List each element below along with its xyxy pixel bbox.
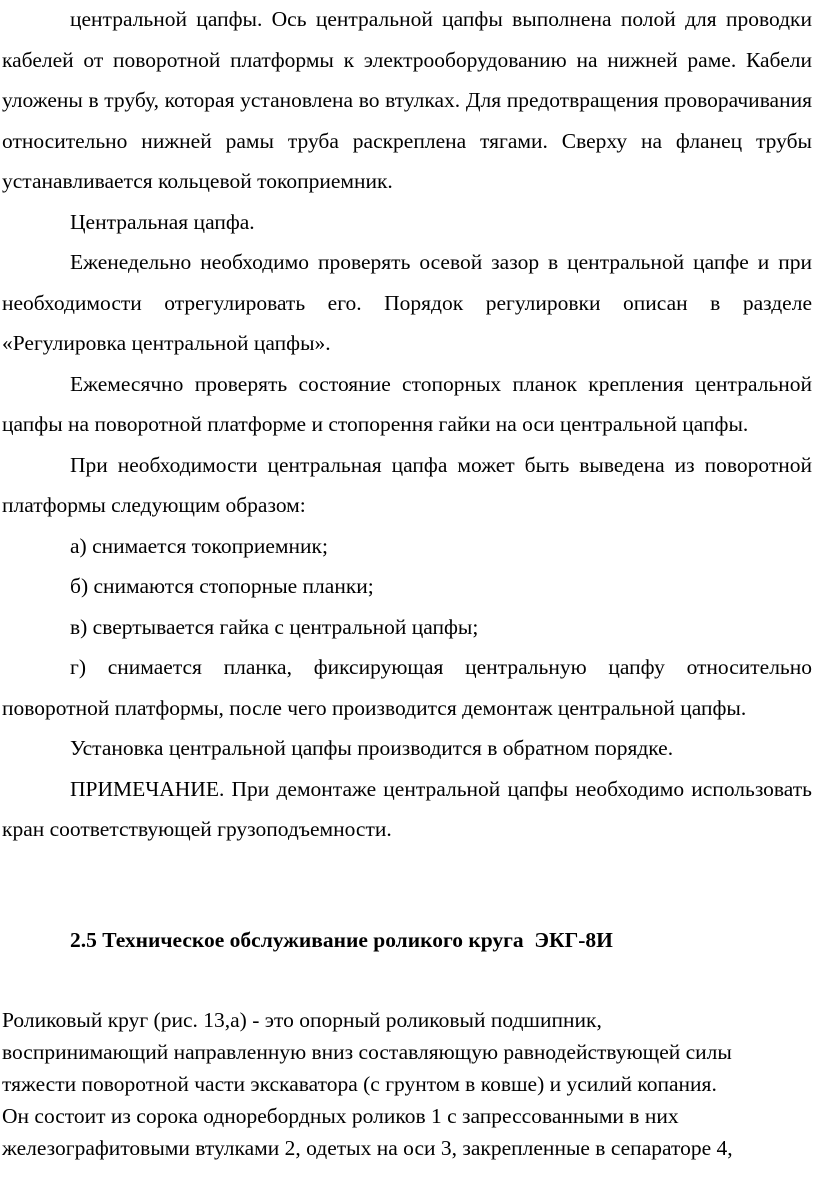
- list-item-d: г) снимается планка, фиксирующая центральную цапфу относительно поворотной платформы, после чего производится демонтаж центральной цапфы.: [2, 655, 812, 720]
- paragraph-monthly-check: Ежемесячно проверять состояние стопорных планок крепления центральной цапфы на поворотной платформе и стопорення гайки на оси центральной цапфы.: [2, 371, 812, 436]
- paragraph-cable-routing: центральной цапфы. Ось центральной цапфы выполнена полой для проводки кабелей от поворотной платформы к электрооборудованию на нижней раме. Кабели уложены в трубу, которая установлена во втулках. Для предотвращения проворачивания относительно нижней рамы труба раскреплена тягами. Сверху на фланец трубы устанавливается кольцевой токоприемник.: [2, 7, 812, 193]
- paragraph-installation: Установка центральной цапфы производится в обратном порядке.: [70, 736, 674, 760]
- text-line: Он состоит из сорока одноребордных роликов 1 с запрессованными в них: [2, 1104, 679, 1128]
- paragraph-removal-intro: При необходимости центральная цапфа может быть выведена из поворотной платформы следующим образом:: [2, 452, 812, 517]
- list-item-a: а) снимается токоприемник;: [70, 533, 328, 558]
- paragraph-weekly-check: Еженедельно необходимо проверять осевой зазор в центральной цапфе и при необходимости отрегулировать его. Порядок регулировки описан в разделе «Регулировка центральной цапфы».: [2, 250, 812, 355]
- section-heading: 2.5 Техническое обслуживание роликого круга ЭКГ-8И: [70, 928, 613, 952]
- list-item-c: в) свертывается гайка с центральной цапфы;: [70, 614, 479, 639]
- text-line: железографитовыми втулками 2, одетых на оси 3, закрепленные в сепараторе 4,: [2, 1136, 733, 1160]
- list-item-b: б) снимаются стопорные планки;: [70, 574, 374, 598]
- paragraph-note: ПРИМЕЧАНИЕ. При демонтаже центральной цапфы необходимо использовать кран соответствующей грузоподъемности.: [2, 776, 812, 841]
- text-line: тяжести поворотной части экскаватора (с грунтом в ковше) и усилий копания.: [2, 1072, 717, 1096]
- document-body: [2, 0, 812, 850]
- text-line: воспринимающий направленную вниз составляющую равнодействующей силы: [2, 1040, 732, 1064]
- paragraph-central-pivot-title: Центральная цапфа.: [70, 209, 255, 234]
- text-line: Роликовый круг (рис. 13,а) - это опорный роликовый подшипник,: [2, 1008, 602, 1032]
- roller-circle-paragraph: [2, 1004, 816, 1164]
